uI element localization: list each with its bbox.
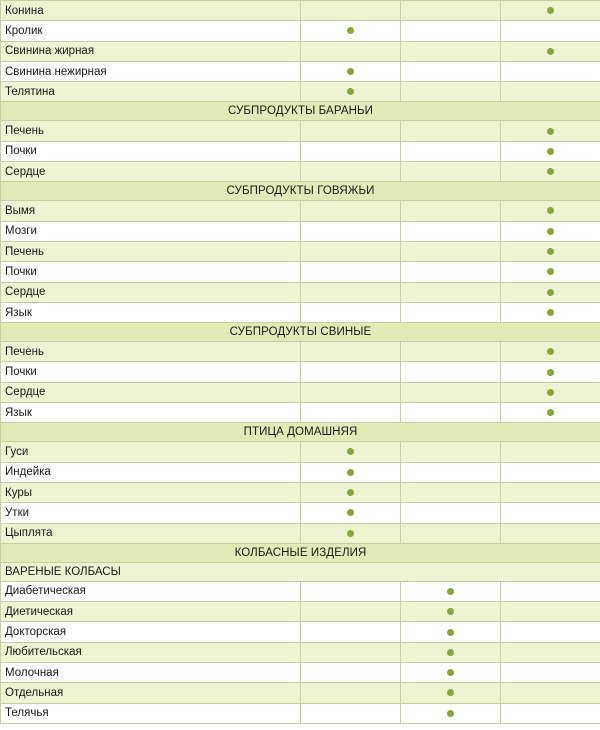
mark-cell-col-2	[401, 602, 501, 622]
green-dot-icon	[547, 7, 554, 14]
mark-cell-col-3	[501, 482, 600, 502]
green-dot-icon	[547, 228, 554, 235]
green-dot-icon	[347, 489, 354, 496]
mark-cell-col-2	[401, 462, 501, 482]
green-dot-icon	[547, 128, 554, 135]
mark-cell-col-2	[401, 61, 501, 81]
mark-cell-col-3	[501, 262, 600, 282]
mark-cell-col-2	[401, 162, 501, 182]
mark-cell-col-1	[301, 21, 401, 41]
mark-cell-col-2	[401, 342, 501, 362]
mark-cell-col-3	[501, 362, 600, 382]
food-name-cell: Сердце	[1, 382, 301, 402]
subsection-header: ВАРЕНЫЕ КОЛБАСЫ	[1, 562, 600, 581]
mark-cell-col-3	[501, 1, 600, 21]
mark-cell-col-3	[501, 663, 600, 683]
green-dot-icon	[547, 289, 554, 296]
mark-cell-col-3	[501, 141, 600, 161]
food-name-cell: Печень	[1, 342, 301, 362]
mark-cell-col-2	[401, 442, 501, 462]
table-row	[1, 162, 600, 182]
mark-cell-col-2	[401, 403, 501, 423]
subsection-header-row	[1, 562, 600, 581]
green-dot-icon	[547, 369, 554, 376]
mark-cell-col-2	[401, 703, 501, 723]
mark-cell-col-2	[401, 41, 501, 61]
table-row	[1, 121, 600, 141]
mark-cell-col-1	[301, 1, 401, 21]
green-dot-icon	[547, 389, 554, 396]
table-row	[1, 663, 600, 683]
mark-cell-col-1	[301, 241, 401, 261]
food-name-cell: Почки	[1, 141, 301, 161]
food-name-cell: Сердце	[1, 282, 301, 302]
table-row	[1, 41, 600, 61]
green-dot-icon	[447, 608, 454, 615]
section-header-row	[1, 182, 600, 201]
food-name-cell: Докторская	[1, 622, 301, 642]
food-name-cell: Свинина жирная	[1, 41, 301, 61]
mark-cell-col-2	[401, 241, 501, 261]
table-row	[1, 61, 600, 81]
food-name-cell: Свинина нежирная	[1, 61, 301, 81]
food-name-cell: Язык	[1, 403, 301, 423]
table-row	[1, 462, 600, 482]
section-header-row	[1, 323, 600, 342]
mark-cell-col-3	[501, 602, 600, 622]
food-name-cell: Почки	[1, 362, 301, 382]
mark-cell-col-3	[501, 302, 600, 322]
mark-cell-col-1	[301, 342, 401, 362]
mark-cell-col-1	[301, 141, 401, 161]
green-dot-icon	[547, 48, 554, 55]
mark-cell-col-3	[501, 221, 600, 241]
mark-cell-col-2	[401, 622, 501, 642]
table-row	[1, 82, 600, 102]
mark-cell-col-3	[501, 683, 600, 703]
green-dot-icon	[547, 309, 554, 316]
mark-cell-col-2	[401, 382, 501, 402]
green-dot-icon	[547, 148, 554, 155]
food-name-cell: Диабетическая	[1, 581, 301, 601]
food-name-cell: Индейка	[1, 462, 301, 482]
mark-cell-col-3	[501, 201, 600, 221]
green-dot-icon	[347, 530, 354, 537]
mark-cell-col-1	[301, 482, 401, 502]
mark-cell-col-3	[501, 121, 600, 141]
mark-cell-col-1	[301, 201, 401, 221]
green-dot-icon	[547, 348, 554, 355]
table-row	[1, 282, 600, 302]
table-row	[1, 342, 600, 362]
green-dot-icon	[547, 207, 554, 214]
table-row	[1, 382, 600, 402]
mark-cell-col-3	[501, 382, 600, 402]
mark-cell-col-3	[501, 642, 600, 662]
food-name-cell: Сердце	[1, 162, 301, 182]
food-name-cell: Вымя	[1, 201, 301, 221]
food-name-cell: Цыплята	[1, 523, 301, 543]
food-name-cell: Куры	[1, 482, 301, 502]
mark-cell-col-1	[301, 221, 401, 241]
green-dot-icon	[347, 27, 354, 34]
food-name-cell: Утки	[1, 503, 301, 523]
green-dot-icon	[447, 649, 454, 656]
mark-cell-col-2	[401, 121, 501, 141]
mark-cell-col-3	[501, 523, 600, 543]
mark-cell-col-2	[401, 503, 501, 523]
section-header: СУБПРОДУКТЫ БАРАНЬИ	[1, 102, 600, 121]
mark-cell-col-2	[401, 362, 501, 382]
table-row	[1, 442, 600, 462]
section-header-row	[1, 102, 600, 121]
mark-cell-col-2	[401, 21, 501, 41]
mark-cell-col-2	[401, 282, 501, 302]
food-name-cell: Печень	[1, 241, 301, 261]
table-row	[1, 642, 600, 662]
table-row	[1, 221, 600, 241]
mark-cell-col-1	[301, 703, 401, 723]
mark-cell-col-1	[301, 403, 401, 423]
green-dot-icon	[447, 710, 454, 717]
mark-cell-col-1	[301, 523, 401, 543]
section-header: КОЛБАСНЫЕ ИЗДЕЛИЯ	[1, 543, 600, 562]
mark-cell-col-2	[401, 581, 501, 601]
mark-cell-col-1	[301, 683, 401, 703]
mark-cell-col-3	[501, 21, 600, 41]
green-dot-icon	[347, 88, 354, 95]
food-name-cell: Молочная	[1, 663, 301, 683]
green-dot-icon	[447, 629, 454, 636]
mark-cell-col-3	[501, 41, 600, 61]
green-dot-icon	[347, 469, 354, 476]
table-body	[1, 1, 600, 724]
table-row	[1, 683, 600, 703]
table-row	[1, 703, 600, 723]
mark-cell-col-1	[301, 302, 401, 322]
green-dot-icon	[447, 689, 454, 696]
mark-cell-col-1	[301, 162, 401, 182]
food-name-cell: Телячья	[1, 703, 301, 723]
mark-cell-col-1	[301, 581, 401, 601]
table-row	[1, 602, 600, 622]
section-header-row	[1, 423, 600, 442]
mark-cell-col-1	[301, 382, 401, 402]
table-row	[1, 21, 600, 41]
mark-cell-col-1	[301, 503, 401, 523]
mark-cell-col-2	[401, 82, 501, 102]
mark-cell-col-3	[501, 61, 600, 81]
green-dot-icon	[547, 409, 554, 416]
mark-cell-col-1	[301, 121, 401, 141]
food-name-cell: Телятина	[1, 82, 301, 102]
table-row	[1, 201, 600, 221]
mark-cell-col-3	[501, 241, 600, 261]
green-dot-icon	[347, 509, 354, 516]
mark-cell-col-3	[501, 442, 600, 462]
mark-cell-col-1	[301, 622, 401, 642]
section-header-row	[1, 543, 600, 562]
table-row	[1, 141, 600, 161]
mark-cell-col-2	[401, 642, 501, 662]
mark-cell-col-3	[501, 622, 600, 642]
mark-cell-col-2	[401, 221, 501, 241]
green-dot-icon	[447, 588, 454, 595]
mark-cell-col-3	[501, 342, 600, 362]
mark-cell-col-2	[401, 141, 501, 161]
mark-cell-col-2	[401, 482, 501, 502]
section-header: СУБПРОДУКТЫ ГОВЯЖЬИ	[1, 182, 600, 201]
table-row	[1, 362, 600, 382]
green-dot-icon	[547, 248, 554, 255]
mark-cell-col-1	[301, 41, 401, 61]
mark-cell-col-3	[501, 581, 600, 601]
green-dot-icon	[347, 68, 354, 75]
table-row	[1, 523, 600, 543]
mark-cell-col-2	[401, 523, 501, 543]
mark-cell-col-1	[301, 362, 401, 382]
green-dot-icon	[547, 268, 554, 275]
table-row	[1, 403, 600, 423]
food-name-cell: Диетическая	[1, 602, 301, 622]
table-row	[1, 622, 600, 642]
mark-cell-col-1	[301, 262, 401, 282]
food-name-cell: Любительская	[1, 642, 301, 662]
mark-cell-col-1	[301, 442, 401, 462]
table-row	[1, 302, 600, 322]
food-name-cell: Язык	[1, 302, 301, 322]
mark-cell-col-2	[401, 302, 501, 322]
green-dot-icon	[347, 448, 354, 455]
food-name-cell: Отдельная	[1, 683, 301, 703]
food-name-cell: Конина	[1, 1, 301, 21]
table-row	[1, 262, 600, 282]
section-header: СУБПРОДУКТЫ СВИНЫЕ	[1, 323, 600, 342]
mark-cell-col-2	[401, 201, 501, 221]
mark-cell-col-2	[401, 683, 501, 703]
mark-cell-col-1	[301, 82, 401, 102]
mark-cell-col-3	[501, 462, 600, 482]
food-name-cell: Кролик	[1, 21, 301, 41]
table-row	[1, 241, 600, 261]
section-header: ПТИЦА ДОМАШНЯЯ	[1, 423, 600, 442]
mark-cell-col-1	[301, 282, 401, 302]
mark-cell-col-1	[301, 462, 401, 482]
mark-cell-col-3	[501, 162, 600, 182]
food-name-cell: Гуси	[1, 442, 301, 462]
mark-cell-col-2	[401, 1, 501, 21]
green-dot-icon	[547, 168, 554, 175]
green-dot-icon	[447, 669, 454, 676]
mark-cell-col-3	[501, 282, 600, 302]
mark-cell-col-1	[301, 663, 401, 683]
mark-cell-col-3	[501, 82, 600, 102]
mark-cell-col-3	[501, 703, 600, 723]
table-row	[1, 581, 600, 601]
mark-cell-col-1	[301, 642, 401, 662]
mark-cell-col-1	[301, 602, 401, 622]
mark-cell-col-2	[401, 663, 501, 683]
mark-cell-col-2	[401, 262, 501, 282]
table-row	[1, 482, 600, 502]
table-row	[1, 503, 600, 523]
food-name-cell: Почки	[1, 262, 301, 282]
food-name-cell: Мозги	[1, 221, 301, 241]
mark-cell-col-3	[501, 403, 600, 423]
mark-cell-col-3	[501, 503, 600, 523]
table-row	[1, 1, 600, 21]
mark-cell-col-1	[301, 61, 401, 81]
food-name-cell: Печень	[1, 121, 301, 141]
